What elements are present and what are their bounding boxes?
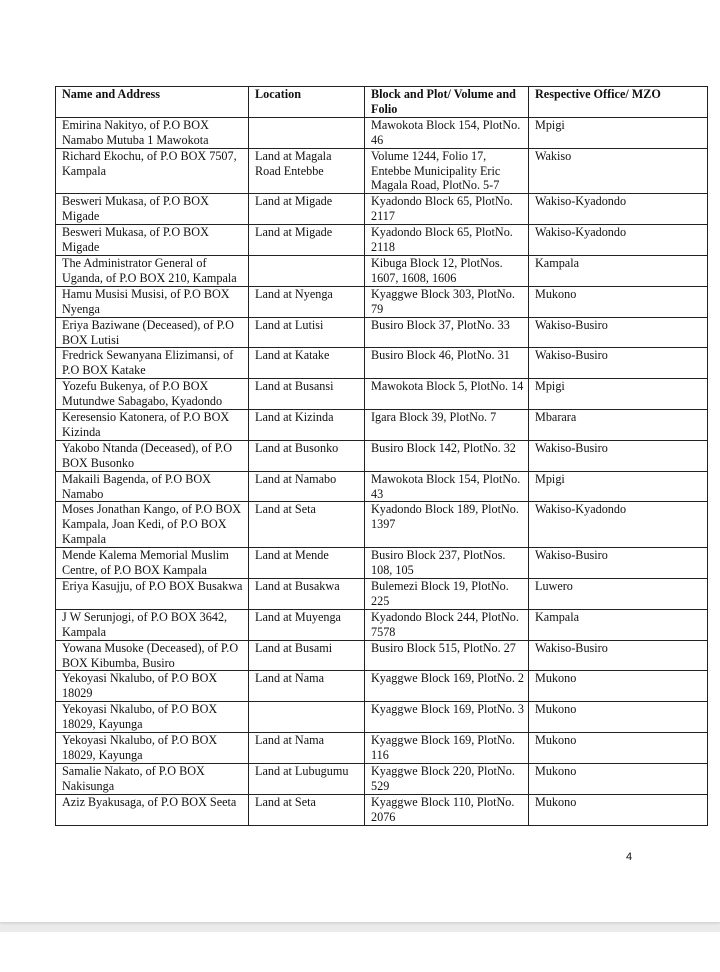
location-cell: Land at Busonko [249, 440, 365, 471]
name-and-address-cell: Samalie Nakato, of P.O BOX Nakisunga [56, 763, 249, 794]
block-and-plot-cell: Busiro Block 237, PlotNos. 108, 105 [365, 548, 529, 579]
name-and-address-cell: Eriya Baziwane (Deceased), of P.O BOX Lutisi [56, 317, 249, 348]
table-row [56, 286, 708, 317]
block-and-plot-cell: Kyadondo Block 244, PlotNo. 7578 [365, 609, 529, 640]
table-row [56, 255, 708, 286]
name-and-address-cell: Yowana Musoke (Deceased), of P.O BOX Kibumba, Busiro [56, 640, 249, 671]
office-cell: Mpigi [529, 471, 708, 502]
name-and-address-cell: Yekoyasi Nkalubo, of P.O BOX 18029, Kayunga [56, 702, 249, 733]
office-cell: Wakiso-Busiro [529, 348, 708, 379]
block-and-plot-cell: Kyaggwe Block 110, PlotNo. 2076 [365, 794, 529, 825]
name-and-address-cell: Richard Ekochu, of P.O BOX 7507, Kampala [56, 148, 249, 194]
location-cell: Land at Katake [249, 348, 365, 379]
location-cell: Land at Busakwa [249, 579, 365, 610]
table-row [56, 348, 708, 379]
name-and-address-cell: Yozefu Bukenya, of P.O BOX Mutundwe Sabagabo, Kyadondo [56, 379, 249, 410]
location-cell: Land at Seta [249, 502, 365, 548]
block-and-plot-cell: Busiro Block 46, PlotNo. 31 [365, 348, 529, 379]
table-row [56, 763, 708, 794]
office-cell: Kampala [529, 255, 708, 286]
location-cell: Land at Migade [249, 194, 365, 225]
land-records-table [55, 86, 708, 826]
location-cell: Land at Nama [249, 671, 365, 702]
table-row [56, 609, 708, 640]
name-and-address-cell: Yekoyasi Nkalubo, of P.O BOX 18029 [56, 671, 249, 702]
office-cell: Mukono [529, 286, 708, 317]
table-row [56, 379, 708, 410]
office-cell: Mukono [529, 794, 708, 825]
name-and-address-cell: Besweri Mukasa, of P.O BOX Migade [56, 194, 249, 225]
office-cell: Kampala [529, 609, 708, 640]
table-row [56, 440, 708, 471]
location-cell: Land at Magala Road Entebbe [249, 148, 365, 194]
location-cell: Land at Mende [249, 548, 365, 579]
block-and-plot-cell: Busiro Block 142, PlotNo. 32 [365, 440, 529, 471]
location-cell: Land at Nyenga [249, 286, 365, 317]
table-row [56, 194, 708, 225]
block-and-plot-cell: Kyaggwe Block 169, PlotNo. 116 [365, 733, 529, 764]
table-row [56, 794, 708, 825]
table-row [56, 702, 708, 733]
office-cell: Wakiso-Kyadondo [529, 502, 708, 548]
name-and-address-cell: The Administrator General of Uganda, of P.O BOX 210, Kampala [56, 255, 249, 286]
block-and-plot-cell: Kyadondo Block 65, PlotNo. 2118 [365, 225, 529, 256]
name-and-address-cell: Hamu Musisi Musisi, of P.O BOX Nyenga [56, 286, 249, 317]
block-and-plot-cell: Kyadondo Block 189, PlotNo. 1397 [365, 502, 529, 548]
location-cell: Land at Kizinda [249, 410, 365, 441]
table-row [56, 502, 708, 548]
page-number: 4 [626, 851, 633, 863]
name-and-address-cell: Yekoyasi Nkalubo, of P.O BOX 18029, Kayunga [56, 733, 249, 764]
location-cell: Land at Nama [249, 733, 365, 764]
name-and-address-cell: J W Serunjogi, of P.O BOX 3642, Kampala [56, 609, 249, 640]
office-cell: Wakiso-Busiro [529, 548, 708, 579]
block-and-plot-cell: Kyadondo Block 65, PlotNo. 2117 [365, 194, 529, 225]
table-row [56, 579, 708, 610]
block-and-plot-cell: Bulemezi Block 19, PlotNo. 225 [365, 579, 529, 610]
table-row [56, 671, 708, 702]
office-cell: Mbarara [529, 410, 708, 441]
office-cell: Mukono [529, 763, 708, 794]
table-body [56, 117, 708, 825]
header-name-and-address: Name and Address [56, 87, 249, 118]
name-and-address-cell: Besweri Mukasa, of P.O BOX Migade [56, 225, 249, 256]
office-cell: Wakiso-Kyadondo [529, 225, 708, 256]
office-cell: Wakiso-Busiro [529, 640, 708, 671]
location-cell [249, 255, 365, 286]
office-cell: Mpigi [529, 117, 708, 148]
office-cell: Mpigi [529, 379, 708, 410]
name-and-address-cell: Moses Jonathan Kango, of P.O BOX Kampala, Joan Kedi, of P.O BOX Kampala [56, 502, 249, 548]
block-and-plot-cell: Kyaggwe Block 169, PlotNo. 3 [365, 702, 529, 733]
block-and-plot-cell: Igara Block 39, PlotNo. 7 [365, 410, 529, 441]
location-cell: Land at Busansi [249, 379, 365, 410]
name-and-address-cell: Mende Kalema Memorial Muslim Centre, of P.O BOX Kampala [56, 548, 249, 579]
location-cell: Land at Muyenga [249, 609, 365, 640]
location-cell [249, 117, 365, 148]
table-row [56, 148, 708, 194]
table-row [56, 317, 708, 348]
block-and-plot-cell: Kibuga Block 12, PlotNos. 1607, 1608, 1606 [365, 255, 529, 286]
block-and-plot-cell: Kyaggwe Block 220, PlotNo. 529 [365, 763, 529, 794]
location-cell: Land at Namabo [249, 471, 365, 502]
name-and-address-cell: Yakobo Ntanda (Deceased), of P.O BOX Busonko [56, 440, 249, 471]
table-row [56, 410, 708, 441]
office-cell: Luwero [529, 579, 708, 610]
location-cell: Land at Lutisi [249, 317, 365, 348]
location-cell [249, 702, 365, 733]
header-block-and-plot: Block and Plot/ Volume and Folio [365, 87, 529, 118]
table-row [56, 117, 708, 148]
location-cell: Land at Busami [249, 640, 365, 671]
location-cell: Land at Migade [249, 225, 365, 256]
name-and-address-cell: Emirina Nakityo, of P.O BOX Namabo Mutuba 1 Mawokota [56, 117, 249, 148]
office-cell: Mukono [529, 671, 708, 702]
office-cell: Mukono [529, 733, 708, 764]
name-and-address-cell: Aziz Byakusaga, of P.O BOX Seeta [56, 794, 249, 825]
name-and-address-cell: Fredrick Sewanyana Elizimansi, of P.O BOX Katake [56, 348, 249, 379]
office-cell: Wakiso-Kyadondo [529, 194, 708, 225]
office-cell: Mukono [529, 702, 708, 733]
block-and-plot-cell: Mawokota Block 5, PlotNo. 14 [365, 379, 529, 410]
block-and-plot-cell: Kyaggwe Block 169, PlotNo. 2 [365, 671, 529, 702]
block-and-plot-cell: Mawokota Block 154, PlotNo. 46 [365, 117, 529, 148]
table-row [56, 640, 708, 671]
block-and-plot-cell: Busiro Block 515, PlotNo. 27 [365, 640, 529, 671]
block-and-plot-cell: Mawokota Block 154, PlotNo. 43 [365, 471, 529, 502]
next-page-edge [0, 932, 720, 972]
name-and-address-cell: Keresensio Katonera, of P.O BOX Kizinda [56, 410, 249, 441]
header-location: Location [249, 87, 365, 118]
office-cell: Wakiso-Busiro [529, 440, 708, 471]
header-respective-office: Respective Office/ MZO [529, 87, 708, 118]
block-and-plot-cell: Volume 1244, Folio 17, Entebbe Municipality Eric Magala Road, PlotNo. 5-7 [365, 148, 529, 194]
table-row [56, 225, 708, 256]
office-cell: Wakiso-Busiro [529, 317, 708, 348]
table-row [56, 548, 708, 579]
table-row [56, 733, 708, 764]
table-header-row [56, 87, 708, 118]
name-and-address-cell: Makaili Bagenda, of P.O BOX Namabo [56, 471, 249, 502]
table-row [56, 471, 708, 502]
office-cell: Wakiso [529, 148, 708, 194]
location-cell: Land at Lubugumu [249, 763, 365, 794]
name-and-address-cell: Eriya Kasujju, of P.O BOX Busakwa [56, 579, 249, 610]
location-cell: Land at Seta [249, 794, 365, 825]
block-and-plot-cell: Kyaggwe Block 303, PlotNo. 79 [365, 286, 529, 317]
block-and-plot-cell: Busiro Block 37, PlotNo. 33 [365, 317, 529, 348]
